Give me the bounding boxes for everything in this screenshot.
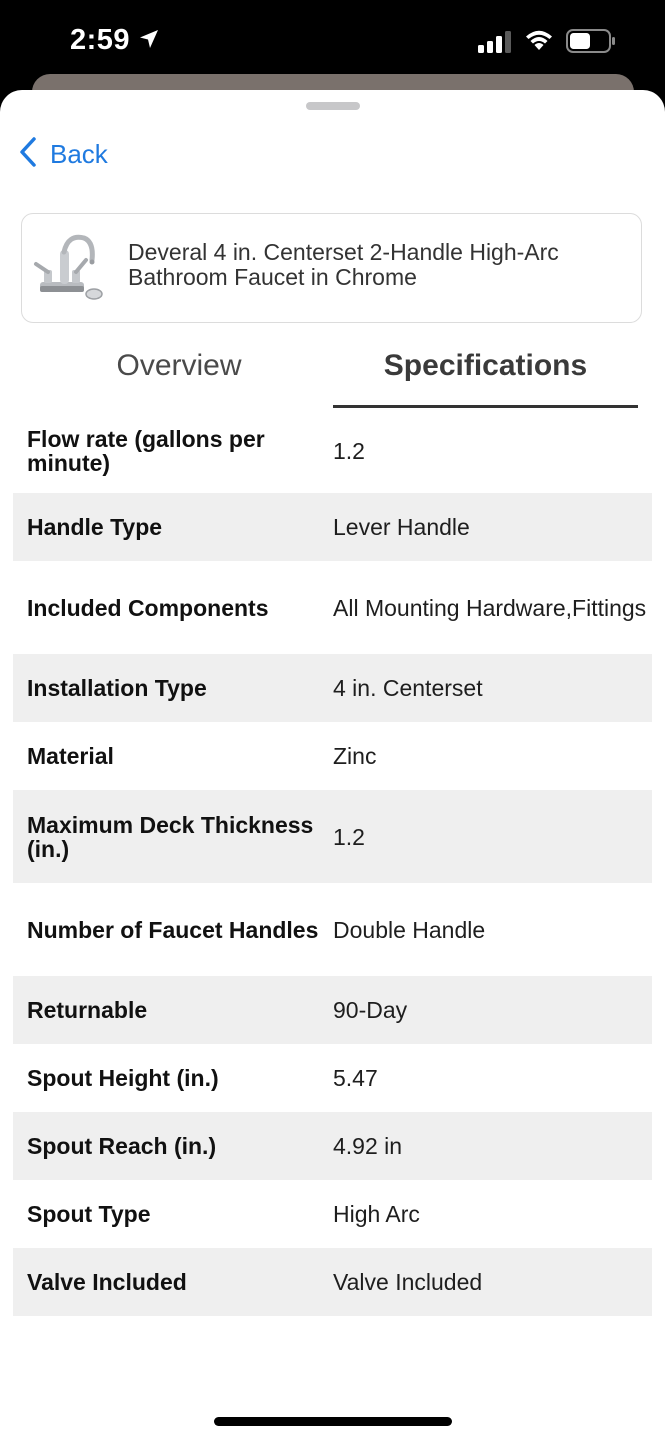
spec-row-faucet-handles — [13, 883, 652, 976]
spec-label: Number of Faucet Handles — [27, 916, 319, 943]
spec-value: 4 in. Centerset — [333, 675, 483, 701]
spec-value: Zinc — [333, 743, 377, 769]
product-title: Deveral 4 in. Centerset 2-Handle High-Arc Bathroom Faucet in Chrome — [128, 239, 559, 290]
location-arrow-icon — [138, 28, 160, 55]
spec-value: 1.2 — [333, 437, 365, 464]
spec-label: Returnable — [27, 997, 148, 1023]
spec-row-spout-reach — [13, 1112, 652, 1180]
spec-value: 4.92 in — [333, 1133, 403, 1159]
spec-value: Double Handle — [333, 916, 486, 943]
spec-label: Spout Type — [27, 1201, 151, 1227]
spec-value: High Arc — [333, 1201, 420, 1227]
spec-value: 5.47 — [333, 1065, 378, 1091]
spec-value: Valve Included — [333, 1269, 483, 1295]
spec-row-valve-included — [13, 1248, 652, 1316]
back-button[interactable] — [18, 134, 108, 174]
specifications-table — [13, 408, 652, 1316]
spec-row-returnable — [13, 976, 652, 1044]
spec-label: Material — [27, 743, 114, 769]
spec-label: Spout Reach (in.) — [27, 1133, 217, 1159]
spec-value: Lever Handle — [333, 514, 470, 540]
tab-overview[interactable]: Overview — [116, 349, 242, 382]
chevron-left-icon — [18, 136, 38, 173]
home-indicator[interactable] — [214, 1417, 452, 1426]
spec-label: Handle Type — [27, 514, 163, 540]
spec-label: Maximum Deck Thickness (in.) — [27, 811, 314, 862]
spec-row-installation-type — [13, 654, 652, 722]
spec-row-handle-type — [13, 493, 652, 561]
spec-label: Installation Type — [27, 675, 207, 701]
spec-value: 90-Day — [333, 997, 408, 1023]
cellular-signal-icon — [478, 31, 514, 53]
faucet-thumbnail — [32, 230, 106, 306]
sheet-grabber[interactable] — [306, 102, 360, 110]
spec-label: Spout Height (in.) — [27, 1065, 219, 1091]
spec-value: All Mounting Hardware,Fittings — [333, 594, 647, 621]
tab-specifications[interactable]: Specifications — [333, 335, 638, 408]
back-label: Back — [50, 138, 108, 169]
spec-row-spout-type — [13, 1180, 652, 1248]
spec-row-spout-height — [13, 1044, 652, 1112]
spec-row-included-components — [13, 561, 652, 654]
spec-row-flow-rate — [13, 408, 652, 493]
battery-icon — [566, 29, 616, 58]
status-time: 2:59 — [70, 24, 131, 56]
spec-label: Flow rate (gallons per minute) — [27, 425, 265, 476]
product-summary-card[interactable] — [21, 213, 642, 323]
specifications-sheet — [0, 90, 665, 1440]
spec-label: Valve Included — [27, 1269, 187, 1295]
wifi-icon — [524, 28, 554, 57]
spec-row-max-deck-thickness — [13, 790, 652, 883]
spec-row-material — [13, 722, 652, 790]
spec-label: Included Components — [27, 594, 269, 621]
spec-value: 1.2 — [333, 823, 365, 850]
